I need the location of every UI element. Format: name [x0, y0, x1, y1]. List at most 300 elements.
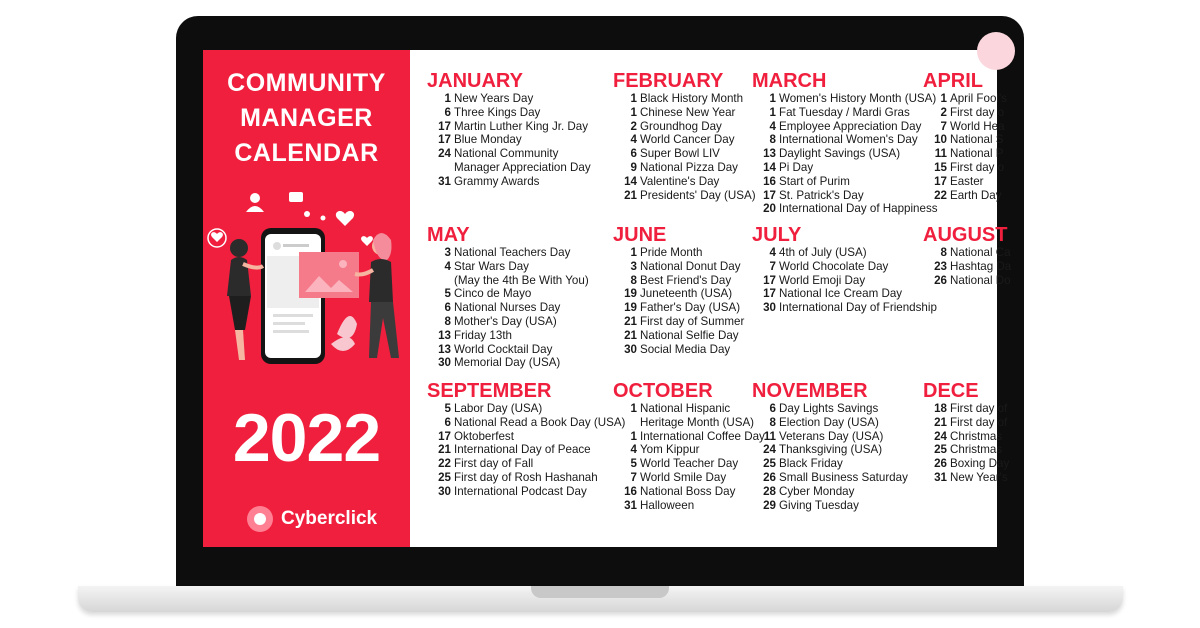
event-item: [752, 287, 937, 301]
event-day: 4: [630, 443, 637, 457]
event-item: [427, 416, 625, 430]
event-name: Black Friday: [779, 457, 843, 471]
event-day: 22: [934, 188, 947, 202]
event-day: 23: [934, 259, 947, 273]
event-name: Pride Month: [640, 246, 703, 259]
laptop-base-notch: [531, 586, 669, 598]
event-item: [752, 120, 938, 134]
event-item: [923, 402, 1009, 416]
event-day: 8: [769, 133, 776, 147]
event-item: [923, 175, 1007, 189]
event-name: Employee Appreciation Day: [779, 119, 922, 133]
event-day: 8: [630, 273, 637, 287]
event-name: Veterans Day (USA): [779, 429, 884, 443]
event-name: Blue Monday: [454, 133, 522, 147]
event-name: Start of Purim: [779, 174, 850, 188]
event-name: Christmas: [950, 443, 1003, 457]
event-item: [752, 92, 938, 106]
event-day: 19: [624, 301, 637, 315]
event-list: [613, 246, 744, 356]
event-day: 6: [444, 105, 451, 119]
sidebar: [203, 50, 410, 547]
event-item: [752, 430, 908, 444]
event-item: [752, 471, 908, 485]
event-day: 1: [630, 402, 637, 415]
event-day: 26: [934, 273, 947, 287]
event-item: [923, 430, 1009, 444]
month-block: [923, 70, 1007, 202]
event-name: International Coffee Day: [640, 429, 765, 443]
event-name: Memorial Day (USA): [454, 356, 561, 370]
event-name: National Ca: [950, 246, 1011, 259]
event-name: Fat Tuesday / Mardi Gras: [779, 105, 910, 119]
event-day: 13: [438, 328, 451, 342]
event-day: 6: [630, 147, 637, 161]
event-list: [613, 402, 765, 512]
event-item: [613, 161, 756, 175]
month-title: DECE: [923, 380, 979, 402]
event-day: 1: [940, 92, 947, 105]
event-item: [427, 485, 625, 499]
event-name: National Do: [950, 273, 1011, 287]
event-day: 17: [763, 273, 776, 287]
event-day: 25: [763, 457, 776, 471]
event-day: 2: [940, 105, 947, 119]
corner-decoration: [977, 32, 1015, 70]
event-item: [613, 175, 756, 189]
event-item: [613, 301, 744, 315]
event-item: [427, 161, 591, 175]
event-name: National Community: [454, 147, 559, 161]
event-item: [613, 402, 765, 416]
event-day: 7: [769, 259, 776, 273]
event-day: 3: [444, 246, 451, 259]
event-item: [613, 92, 756, 106]
event-day: 29: [763, 498, 776, 512]
event-item: [427, 92, 591, 106]
event-name: First day of: [950, 402, 1008, 415]
event-name: Pi Day: [779, 160, 814, 174]
event-name: First day o: [950, 160, 1005, 174]
month-title: AUGUST: [923, 224, 1008, 246]
event-item: [427, 315, 589, 329]
event-day: 22: [438, 457, 451, 471]
event-name: Thanksgiving (USA): [779, 443, 883, 457]
event-day: 1: [630, 429, 637, 443]
event-item: [427, 443, 625, 457]
event-day: 24: [934, 429, 947, 443]
event-day: 18: [934, 402, 947, 415]
event-day: 21: [624, 314, 637, 328]
event-name: Cinco de Mayo: [454, 287, 532, 301]
event-name: International Podcast Day: [454, 484, 587, 498]
event-name: Grammy Awards: [454, 174, 540, 188]
event-name: International Women's Day: [779, 133, 918, 147]
event-list: [923, 246, 1011, 287]
event-name: National Read a Book Day (USA): [454, 415, 626, 429]
title-line: MANAGER: [240, 104, 373, 132]
event-name: St. Patrick's Day: [779, 188, 864, 202]
event-name: Chinese New Year: [640, 105, 736, 119]
event-item: [613, 106, 756, 120]
heart-icon: [211, 232, 223, 242]
event-item: [752, 301, 937, 315]
event-name: National Ice Cream Day: [779, 287, 903, 301]
event-name: Super Bowl LIV: [640, 147, 720, 161]
event-day: 1: [769, 105, 776, 119]
event-name: National Teachers Day: [454, 246, 571, 259]
event-item: [427, 106, 591, 120]
social-media-illustration: [203, 184, 410, 374]
event-name: Yom Kippur: [640, 443, 700, 457]
event-item: [427, 287, 589, 301]
calendar-title: [203, 66, 410, 171]
event-item: [752, 402, 908, 416]
month-block: [752, 70, 938, 216]
event-name: Best Friend's Day: [640, 273, 732, 287]
event-day: 30: [438, 356, 451, 370]
event-name: Groundhog Day: [640, 119, 722, 133]
event-name: Father's Day (USA): [640, 301, 741, 315]
event-name: National Hispanic: [640, 402, 731, 415]
event-name: National S: [950, 133, 1004, 147]
event-item: [923, 246, 1011, 260]
event-item: [613, 260, 744, 274]
event-day: 30: [624, 342, 637, 356]
event-list: [752, 246, 937, 315]
event-item: [752, 260, 937, 274]
event-name: World Cocktail Day: [454, 342, 553, 356]
event-day: [427, 161, 451, 175]
event-day: 17: [934, 174, 947, 188]
event-day: 31: [438, 174, 451, 188]
event-name: National Nurses Day: [454, 301, 561, 315]
event-item: [923, 147, 1007, 161]
chat-bubble-icon: [289, 192, 303, 202]
event-day: 15: [934, 160, 947, 174]
event-name: Election Day (USA): [779, 415, 879, 429]
event-day: 2: [630, 119, 637, 133]
event-item: [613, 147, 756, 161]
event-day: 1: [769, 92, 776, 105]
event-day: 24: [438, 147, 451, 161]
event-day: 24: [763, 443, 776, 457]
calendar-screen: [203, 50, 1012, 547]
event-item: [752, 416, 908, 430]
event-day: 21: [934, 415, 947, 429]
event-day: 6: [444, 301, 451, 315]
event-item: [613, 329, 744, 343]
event-day: 31: [624, 498, 637, 512]
event-item: [752, 485, 908, 499]
event-name: Three Kings Day: [454, 105, 541, 119]
event-day: 11: [934, 147, 947, 161]
event-item: [613, 189, 756, 203]
event-name: Martin Luther King Jr. Day: [454, 119, 589, 133]
event-list: [427, 402, 625, 499]
event-name: World Smile Day: [640, 470, 727, 484]
month-title: SEPTEMBER: [427, 380, 552, 402]
event-item: [427, 471, 625, 485]
month-block: [752, 224, 937, 315]
event-list: [613, 92, 756, 202]
event-item: [923, 133, 1007, 147]
event-day: 17: [438, 429, 451, 443]
event-item: [752, 147, 938, 161]
month-block: [613, 70, 756, 202]
event-item: [923, 260, 1011, 274]
event-list: [923, 402, 1009, 485]
event-item: [923, 457, 1009, 471]
event-day: 31: [934, 470, 947, 484]
event-day: 9: [630, 160, 637, 174]
event-item: [427, 175, 591, 189]
event-item: [427, 430, 625, 444]
event-day: 10: [934, 133, 947, 147]
event-name: World Chocolate Day: [779, 259, 889, 273]
event-item: [752, 189, 938, 203]
event-item: [613, 416, 765, 430]
event-day: 4: [444, 259, 451, 273]
event-day: 6: [769, 402, 776, 415]
event-name: Star Wars Day: [454, 259, 529, 273]
event-name: National Selfie Day: [640, 328, 739, 342]
event-name: Labor Day (USA): [454, 402, 543, 415]
event-item: [613, 485, 765, 499]
cyberclick-logo-icon: [247, 506, 273, 532]
event-day: 1: [630, 92, 637, 105]
event-item: [923, 471, 1009, 485]
event-day: 6: [444, 415, 451, 429]
event-day: 21: [438, 443, 451, 457]
event-item: [613, 499, 765, 513]
event-item: [923, 106, 1007, 120]
event-item: [427, 457, 625, 471]
month-title: MAY: [427, 224, 470, 246]
event-list: [427, 92, 591, 189]
event-day: 30: [438, 484, 451, 498]
month-block: [427, 380, 625, 499]
event-name: World Hea: [950, 119, 1005, 133]
event-day: 26: [934, 457, 947, 471]
event-item: [752, 246, 937, 260]
event-item: [427, 274, 589, 288]
event-day: 16: [763, 174, 776, 188]
event-item: [613, 343, 744, 357]
event-day: 13: [763, 147, 776, 161]
event-item: [613, 430, 765, 444]
event-name: Valentine's Day: [640, 174, 720, 188]
event-item: [613, 133, 756, 147]
event-item: [923, 120, 1007, 134]
heart-icon: [361, 236, 373, 246]
event-item: [613, 120, 756, 134]
event-day: 17: [438, 119, 451, 133]
event-item: [752, 161, 938, 175]
event-day: [613, 416, 637, 430]
month-block: [613, 380, 765, 512]
event-item: [427, 246, 589, 260]
event-day: 7: [630, 470, 637, 484]
event-name: International Day of Happiness: [779, 202, 938, 216]
event-name: Heritage Month (USA): [640, 415, 755, 429]
event-item: [427, 260, 589, 274]
event-day: 17: [763, 287, 776, 301]
event-day: 8: [940, 246, 947, 259]
event-name: Women's History Month (USA): [779, 92, 937, 105]
event-name: First day of Rosh Hashanah: [454, 470, 598, 484]
event-day: 26: [763, 470, 776, 484]
event-item: [752, 106, 938, 120]
month-title: APRIL: [923, 70, 983, 92]
event-name: Day Lights Savings: [779, 402, 879, 415]
event-name: Daylight Savings (USA): [779, 147, 901, 161]
event-item: [613, 246, 744, 260]
event-item: [613, 471, 765, 485]
event-name: Easter: [950, 174, 984, 188]
event-name: Christmas: [950, 429, 1003, 443]
event-item: [752, 499, 908, 513]
brand-name: Cyberclick: [281, 508, 378, 529]
month-title: JUNE: [613, 224, 667, 246]
month-title: NOVEMBER: [752, 380, 868, 402]
event-list: [427, 246, 589, 370]
event-day: 4: [769, 246, 776, 259]
event-item: [427, 301, 589, 315]
event-name: New Years Day: [454, 92, 534, 105]
event-item: [923, 274, 1011, 288]
person-left: [230, 239, 248, 257]
month-block: [923, 380, 1009, 485]
event-item: [613, 315, 744, 329]
event-day: [427, 274, 451, 288]
event-day: 19: [624, 287, 637, 301]
event-name: Juneteenth (USA): [640, 287, 733, 301]
month-block: [427, 224, 589, 370]
event-name: National Boss Day: [640, 484, 736, 498]
event-name: Mother's Day (USA): [454, 314, 557, 328]
event-day: 14: [624, 174, 637, 188]
event-day: 8: [444, 314, 451, 328]
event-name: Cyber Monday: [779, 484, 855, 498]
event-day: 1: [444, 92, 451, 105]
event-item: [427, 120, 591, 134]
event-item: [613, 443, 765, 457]
event-item: [427, 343, 589, 357]
event-day: 4: [769, 119, 776, 133]
event-day: 4: [630, 133, 637, 147]
month-block: [752, 380, 908, 512]
event-day: 25: [934, 443, 947, 457]
event-item: [427, 147, 591, 161]
event-day: 28: [763, 484, 776, 498]
event-day: 13: [438, 342, 451, 356]
event-name: Manager Appreciation Day: [454, 160, 591, 174]
event-item: [613, 287, 744, 301]
title-line: COMMUNITY: [227, 69, 386, 97]
event-item: [923, 189, 1007, 203]
event-name: First day of Summer: [640, 314, 745, 328]
event-name: Small Business Saturday: [779, 470, 908, 484]
event-name: New Year's: [950, 470, 1008, 484]
event-day: 1: [630, 246, 637, 259]
event-name: 4th of July (USA): [779, 246, 867, 259]
event-day: 16: [624, 484, 637, 498]
event-day: 5: [444, 287, 451, 301]
event-name: Hashtag Da: [950, 259, 1012, 273]
event-day: 7: [940, 119, 947, 133]
event-day: 3: [630, 259, 637, 273]
event-day: 14: [763, 160, 776, 174]
event-name: First day o: [950, 105, 1005, 119]
month-title: JANUARY: [427, 70, 523, 92]
event-list: [752, 92, 938, 216]
event-item: [427, 356, 589, 370]
event-day: 17: [763, 188, 776, 202]
event-item: [923, 416, 1009, 430]
event-day: 1: [630, 105, 637, 119]
event-name: Black History Month: [640, 92, 744, 105]
event-list: [752, 402, 908, 512]
event-item: [427, 329, 589, 343]
event-name: National Pizza Day: [640, 160, 738, 174]
event-day: 20: [763, 202, 776, 216]
event-name: Oktoberfest: [454, 429, 514, 443]
event-item: [923, 92, 1007, 106]
event-item: [752, 175, 938, 189]
brand: [247, 506, 377, 532]
event-name: Boxing Day: [950, 457, 1010, 471]
event-name: World Teacher Day: [640, 457, 739, 471]
event-name: Presidents' Day (USA): [640, 188, 756, 202]
event-item: [427, 402, 625, 416]
title-line: CALENDAR: [234, 139, 379, 167]
event-name: Giving Tuesday: [779, 498, 859, 512]
event-item: [752, 443, 908, 457]
event-item: [923, 443, 1009, 457]
month-block: [427, 70, 591, 189]
event-name: National P: [950, 147, 1004, 161]
event-item: [613, 274, 744, 288]
event-day: 30: [763, 301, 776, 315]
month-block: [923, 224, 1011, 287]
event-name: International Day of Friendship: [779, 301, 937, 315]
event-name: Earth Day: [950, 188, 1002, 202]
event-name: Social Media Day: [640, 342, 731, 356]
event-name: First day of: [950, 415, 1008, 429]
month-title: MARCH: [752, 70, 827, 92]
event-name: Friday 13th: [454, 328, 512, 342]
event-day: 5: [444, 402, 451, 415]
user-icon: [250, 193, 260, 203]
event-name: (May the 4th Be With You): [454, 273, 589, 287]
event-list: [923, 92, 1007, 202]
heart-icon: [336, 211, 354, 226]
event-name: First day of Fall: [454, 457, 534, 471]
event-item: [427, 133, 591, 147]
event-day: 11: [763, 429, 776, 443]
event-name: April Fool's: [950, 92, 1007, 105]
event-item: [752, 133, 938, 147]
calendar-year: 2022: [232, 400, 381, 476]
event-day: 25: [438, 470, 451, 484]
event-item: [923, 161, 1007, 175]
event-day: 21: [624, 188, 637, 202]
event-name: National Donut Day: [640, 259, 741, 273]
event-item: [752, 457, 908, 471]
event-day: 8: [769, 415, 776, 429]
event-name: International Day of Peace: [454, 443, 591, 457]
